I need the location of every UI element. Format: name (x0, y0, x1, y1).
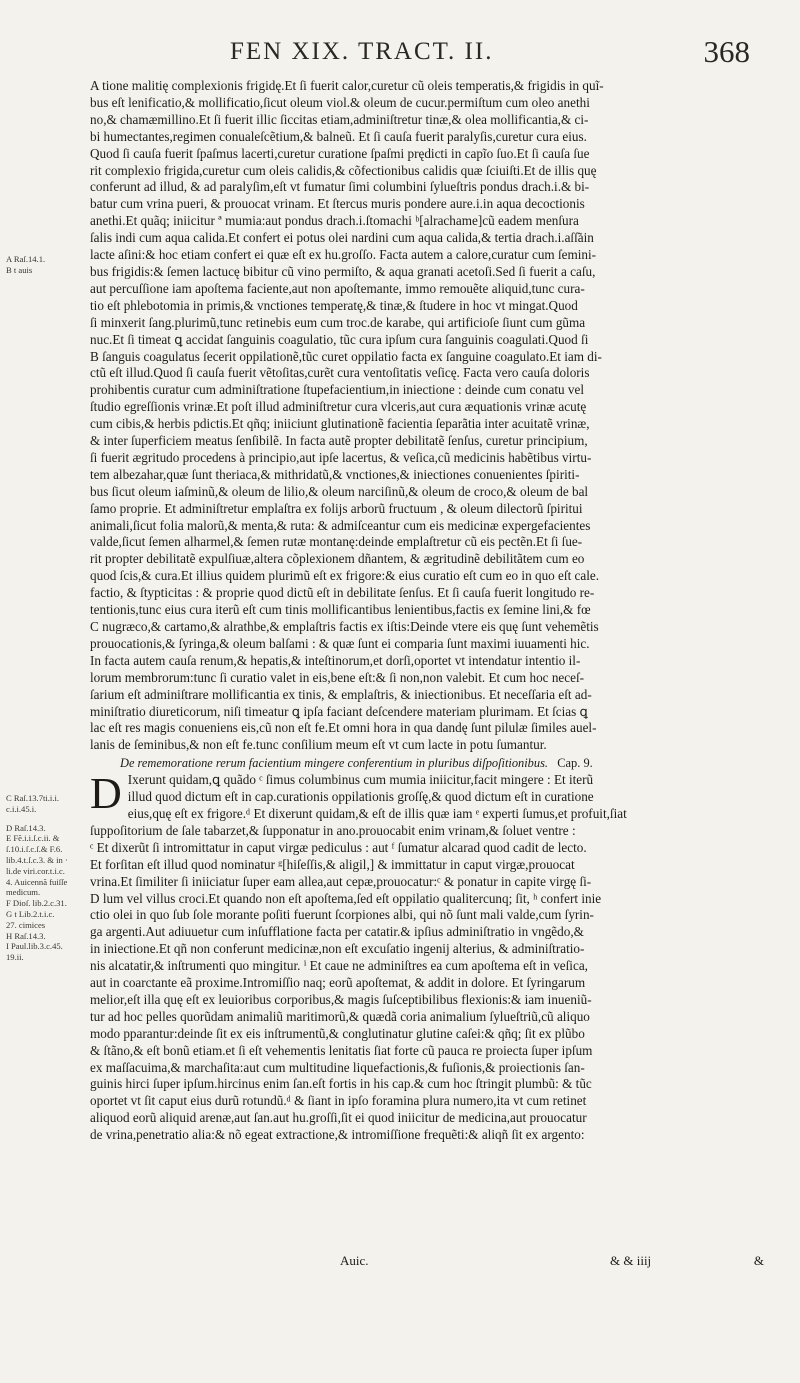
text-line: rit propter debilitatẽ expulſiuæ,altera cõplexionem dñantem, & ægritudinẽ debilitãtem cum eo (90, 551, 585, 567)
margin-notes-lower (6, 793, 84, 963)
text-line: cum cibis,& herbis pdictis.Et qñq; iniiciunt glutinationẽ facientia ſeparãtia inter acuitatẽ vrinæ, (90, 416, 590, 432)
text-line: nuc.Et ſi timeat ꝗ accidat ſanguinis coagulatio, tũc cura ipſum cura ſanguinis coagulati.Quod ſi (90, 331, 589, 347)
text-line: D lum vel villus croci.Et quando non eſt apoſtema,ſed eſt oppilatio qualitercunq; ſit, ʰ confert inie (90, 890, 602, 906)
margin-notes-top (6, 254, 84, 276)
text-block-1 (90, 78, 768, 754)
margin-note: A Raſ.14.1. (6, 254, 46, 264)
running-title: FEN XIX. TRACT. II. (230, 38, 494, 65)
text-line: aliquod eorũ aliquid arenæ,aut ſan.aut hu.groſſi,ſit ei quod iniicitur de medicina,aut prouocatur (90, 1110, 587, 1126)
chapter-title: De rememoratione rerum facientium mingere conferentium in pluribus diſpoſitionibus. (120, 756, 548, 771)
text-line: in iniectione.Et qñ non conferunt medicinæ,non eſt excuſatio ingenij alterius, & adminiſtratio- (90, 941, 585, 957)
text-line: tio eſt phlebotomia in primis,& vnctiones temperatę,& tinæ,& ſtudere in hoc vt mingat.Quod (90, 297, 578, 313)
text-line: aut in coarctante eã proxime.Intromiſſio naq; eorũ apoſtemat, & addit in dolore. Et ſyringarum (90, 975, 586, 991)
text-line: bus ſicut oleum iaſminũ,& oleum de lilio,& oleum narciſinũ,& oleum de croco,& oleum de bal (90, 483, 589, 499)
text-line: anethi.Et quãq; iniicitur ª mumia:aut pondus drach.i.ſtomachi ᵇ[alrachame]cũ eadem menſura (90, 213, 579, 229)
text-line: tentionis,tunc eius cura iterũ eſt cum tinis mollificantibus lenientibus,factis ex ſemine lini,& fœ (90, 602, 591, 618)
margin-note: B t auis (6, 264, 33, 275)
margin-note: H Raſ.14.3. (6, 930, 46, 941)
next-page-word: & (753, 1253, 764, 1268)
text-line: ᶜ Et dixerũt ſi intromittatur in caput virgæ pediculus : aut ᶠ ſumatur alcarad quod cadit de lecto. (90, 839, 587, 855)
text-line: ſuppoſitorium de ſale tabarzet,& ſupponatur in ano.prouocabit enim vrinam,& ſoluet ventre : (90, 822, 576, 838)
text-line: tur ad hoc pelles quorũdam animaliũ maritimorũ,& quædã coria animalium ſylueſtriũ,cũ aliquo (90, 1008, 590, 1024)
text-line: ga argenti.Aut adiuuetur cum inſufflatione facta per catatir.& ipſius adminiſtratio in vngẽdo,& (90, 924, 584, 940)
margin-note: F Dioſ. lib.2.c.31. (6, 898, 67, 909)
text-block-2 (90, 769, 768, 1144)
margin-note: c.i.i.45.i. (6, 803, 37, 814)
text-line: bus frigidis:& ſemen lactucę bibitur cũ vino permiſto, & aqua granati acetoſi.Sed ſi fuerit a caſu, (90, 263, 596, 279)
margin-note: li.de viri.cor.t.i.c. (6, 865, 65, 876)
text-line: In facta autem cauſa renum,& hepatis,& inteſtinorum,et dorſi,oportet vt intendatur intentio il- (90, 652, 581, 668)
text-line: C nugræco,& cartamo,& alrathbe,& emplaſtris factis ex iſtis:Deinde vtere eis quę ſunt vehemẽtis (90, 619, 599, 634)
text-line: modo pparantur:deinde ſit ex eis inſtrumentũ,& conglutinatur glutine caſei:& qñq; ſit ex plũbo (90, 1025, 585, 1041)
text-line: lac eſt res magis conueniens eis,cũ non eſt fe.Et omni hora in qua dandę ſunt pilulæ ſimiles auel- (90, 720, 597, 736)
text-line: ſalis indi cum aqua calida.Et confert ei potus olei nardini cum aqua calida,& tertia drach.i.aſſ̃ain (90, 230, 594, 246)
text-line: ſi fuerit ægritudo procedens à principio,aut ipſe lacertus, & veſica,cũ medicinis habẽtibus virtu- (90, 449, 592, 465)
margin-note: I Paul.lib.3.c.45. (6, 941, 63, 952)
text-line: eius,quę eſt ex frigore.ᵈ Et dixerunt quidam,& eſt de illis quæ iam ᵉ experti ſumus,et profuit,ſiat (127, 805, 627, 821)
page-number: 368 (703, 34, 750, 69)
text-line: ſi minxerit ſang.plurimũ,tunc retinebis eum cum troc.de karabe, qui artificioſe ſiunt cum gũma (90, 314, 586, 330)
text-line: animali,ſicut folia malorũ,& menta,& ruta: & admiſceantur cum eis medicinæ expergefacientes (90, 517, 591, 533)
text-line: Ixerunt quidam,ꝗ quãdo ᶜ ſimus columbinus cum mumia iniicitur,facit mingere : Et iterũ (127, 772, 594, 788)
text-line: tem albezahar,quæ ſunt theriaca,& mithridatũ,& vnctiones,& iniectiones conuenientes ſpiriti- (90, 466, 580, 482)
text-line: lacte aſini:& hoc etiam confert ei quæ eſt ex hu.groſſo. Facta autem a calore,curatur cum ſemini- (90, 247, 597, 263)
text-line: bus eſt lenificatio,& mollificatio,ſicut oleum viol.& oleum de cucur.permiſtum cum oleo anethi (90, 94, 590, 110)
running-header (190, 34, 750, 74)
text-line: guinis hirci ſuper ipſum.hircinus enim ſan.eſt fortis in his cap.& cum hoc ſtringit plumbũ: & tũc (90, 1076, 592, 1092)
text-line: Et forſitan eſt illud quod nominatur ᵍ[hiſeſſis,& aligil,] & immittatur in caput virgæ,prouocat (90, 856, 575, 872)
signature-mark: & & iiij (610, 1253, 652, 1268)
text-line: ctũ eſt illud.Quod ſi cauſa fuerit vẽtoſitas,curẽt cura ventoſitatis veſicę. Facta vero cauſa doloris (90, 365, 590, 381)
drop-cap: D (90, 769, 122, 819)
page-footer (90, 1253, 768, 1273)
text-line: Quod ſi cauſa fuerit ſpaſmus lacerti,curetur curatione ſpaſmi prędicti in capĩo ſuo.Et ſi cauſa ſue (90, 145, 590, 161)
text-line: factio, & ſtypticitas : & proprie quod dictũ eſt in debilitate ſenſus. Et ſi cauſa fuerit longitudo re- (90, 585, 595, 601)
text-line: lanis de ſeminibus,& non eſt fe.tunc conſilium meum eſt vt cum lacte in potu ſumantur. (90, 737, 547, 753)
text-line: nis alcatatir,& inſtrumenti quo mingitur. ⁱ Et caue ne adminiſtres ea cum apoſtema eſt in veſica, (90, 958, 588, 974)
margin-note: E Fẽ.i.i.ſ.c.ii. & (6, 833, 60, 844)
text-line: valde,ſicut ſemen alharmel,& ſemen rutæ montanę:deinde emplaſtretur cũ eis pectẽn.Et ſi ſue- (90, 534, 583, 550)
margin-note: 27. cimices (6, 919, 46, 930)
text-line: de vrina,penetratio alia:& nõ egeat extractione,& intromiſſione frequẽti:& aliqñ ſit ex argento: (90, 1127, 585, 1143)
margin-note: 19.ii. (6, 952, 24, 963)
text-line: ſarium eſt adminiſtrare mollificantia ex tinis, & emplaſtris, & iniectionibus. Et neceſſaria eſt ad- (90, 686, 592, 702)
text-line: ex maſſacuima,& marchaſita:aut cum multitudine liquefactionis,& fuſionis,& proiectionis ſan- (90, 1059, 585, 1075)
margin-note: medicum. (6, 887, 41, 898)
margin-note: D Raſ.14.3. (6, 822, 46, 833)
chapter-number: Cap. 9. (557, 756, 593, 771)
text-line: B ſanguis coagulatus ſecerit oppilationẽ,tũc curet oppilatio facta ex ſanguine coagulato.Et iam di- (90, 348, 602, 364)
text-line: prouocationis,& ſyringa,& oleum balſami : & quæ ſunt ei comparia ſunt maximi iuuamenti hic. (90, 635, 590, 651)
text-line: ctio olei in quo ſub ſole morante poſiti fuerunt ſcorpiones albi, qui nõ ſunt mali valde,cum ſyrin- (90, 907, 594, 923)
margin-note: G t Lib.2.t.i.c. (6, 908, 55, 919)
margin-note: ſ.10.i.ſ.c.ſ.& F.6. (6, 844, 63, 855)
text-line: oportet vt ſit caput eius durũ rotundũ.ᵈ & ſiant in ipſo foramina plura numero,ita vt cum retinet (90, 1093, 587, 1109)
margin-note: lib.4.t.ſ.c.3. & in · (6, 854, 68, 865)
text-line: lorum membrorum:tunc ſi curatio valet in eis,bene eſt:& ſi non,non valebit. Et cum hoc neceſ- (90, 669, 585, 685)
text-line: conferunt ad illud, & ad paralyſim,eſt vt fumatur ſimi columbini ſylueſtris pondus drach.i.& bi- (90, 179, 590, 195)
text-line: ſamo proprie. Et adminiſtretur emplaſtra ex folijs arborũ fructuum , & oleum dilectorũ ſpiritui (90, 500, 583, 516)
text-line: A tione malitię complexionis frigidę.Et ſi fuerit calor,curetur cũ oleis temperatis,& frigidis in quĩ- (90, 78, 604, 93)
text-line: batur cum vrina pueri, & prouocat vrinam. Et ſtercus muris pondere aure.i.in aqua decoctionis (90, 196, 585, 212)
text-line: illud quod dictum eſt in cap.curationis oppilationis groſſę,& quod dictum eſt in curatione (127, 789, 594, 805)
text-line: no,& chamæmillino.Et ſi fuerit illic ſiccitas etiam,adminiſtretur tinæ,& olea mollificantia,& ci- (90, 111, 589, 127)
text-line: melior,eſt illa quę eſt ex leuioribus corporibus,& magis ſuſceptibilibus flexionis:& iam inueniũ- (90, 991, 592, 1007)
text-line: & ſtãno,& eſt bonũ etiam.et ſi eſt vehementis lenitatis ſiat forte cũ pauca re proiecta ſuper ipſum (90, 1042, 593, 1058)
text-line: quod ſcis,& cura.Et illius quidem plurimũ eſt ex frigore:& eius curatio eſt cum eo in quo eſt cale. (90, 568, 600, 584)
catchword: Auic. (340, 1253, 369, 1268)
margin-note: 4. Auicennã fuiſſe (6, 876, 68, 887)
text-line: bi humectantes,regimen conualeſcẽtium,& balneũ. Et ſi cauſa fuerit paralyſis,curetur cura eius. (90, 128, 587, 144)
main-text (90, 78, 768, 1144)
text-line: ſtudio egreſſionis vrinæ.Et poſt illud adminiſtretur cura vlceris,aut cura æquationis vrinæ acutę (90, 399, 587, 415)
text-line: rit complexio frigida,curetur cum oleis calidis,& cõfectionibus calidis quæ ſciuiſti.Et de illis quę (90, 162, 597, 178)
margin-note: C Raſ.13.7ti.i.i. (6, 793, 59, 803)
chapter-text (90, 769, 768, 1144)
text-line: & inter ſuperficiem meatus ſenſibilẽ. In facta autẽ propter debilitatẽ ſenſus, curetur principium, (90, 433, 588, 449)
chapter-heading (90, 755, 768, 772)
text-line: prohibentis curatur cum adminiſtratione ſtupefacientium,in iniectione : deinde cum conatu vel (90, 382, 585, 398)
text-line: aut percuſſione iam apoſtema faciente,aut non apoſtemante, immo remouẽte aliquid,tunc cura- (90, 280, 585, 296)
text-line: miniſtratio diureticorum, niſi timeatur ꝗ ipſa faciant deſcendere materiam plurimam. Et ſcias ꝗ (90, 703, 588, 719)
text-line: vrina.Et ſimiliter ſi iniiciatur ſuper eam allea,aut cepæ,prouocatur:ᶜ & ponatur in capite virgę ſi- (90, 873, 592, 889)
